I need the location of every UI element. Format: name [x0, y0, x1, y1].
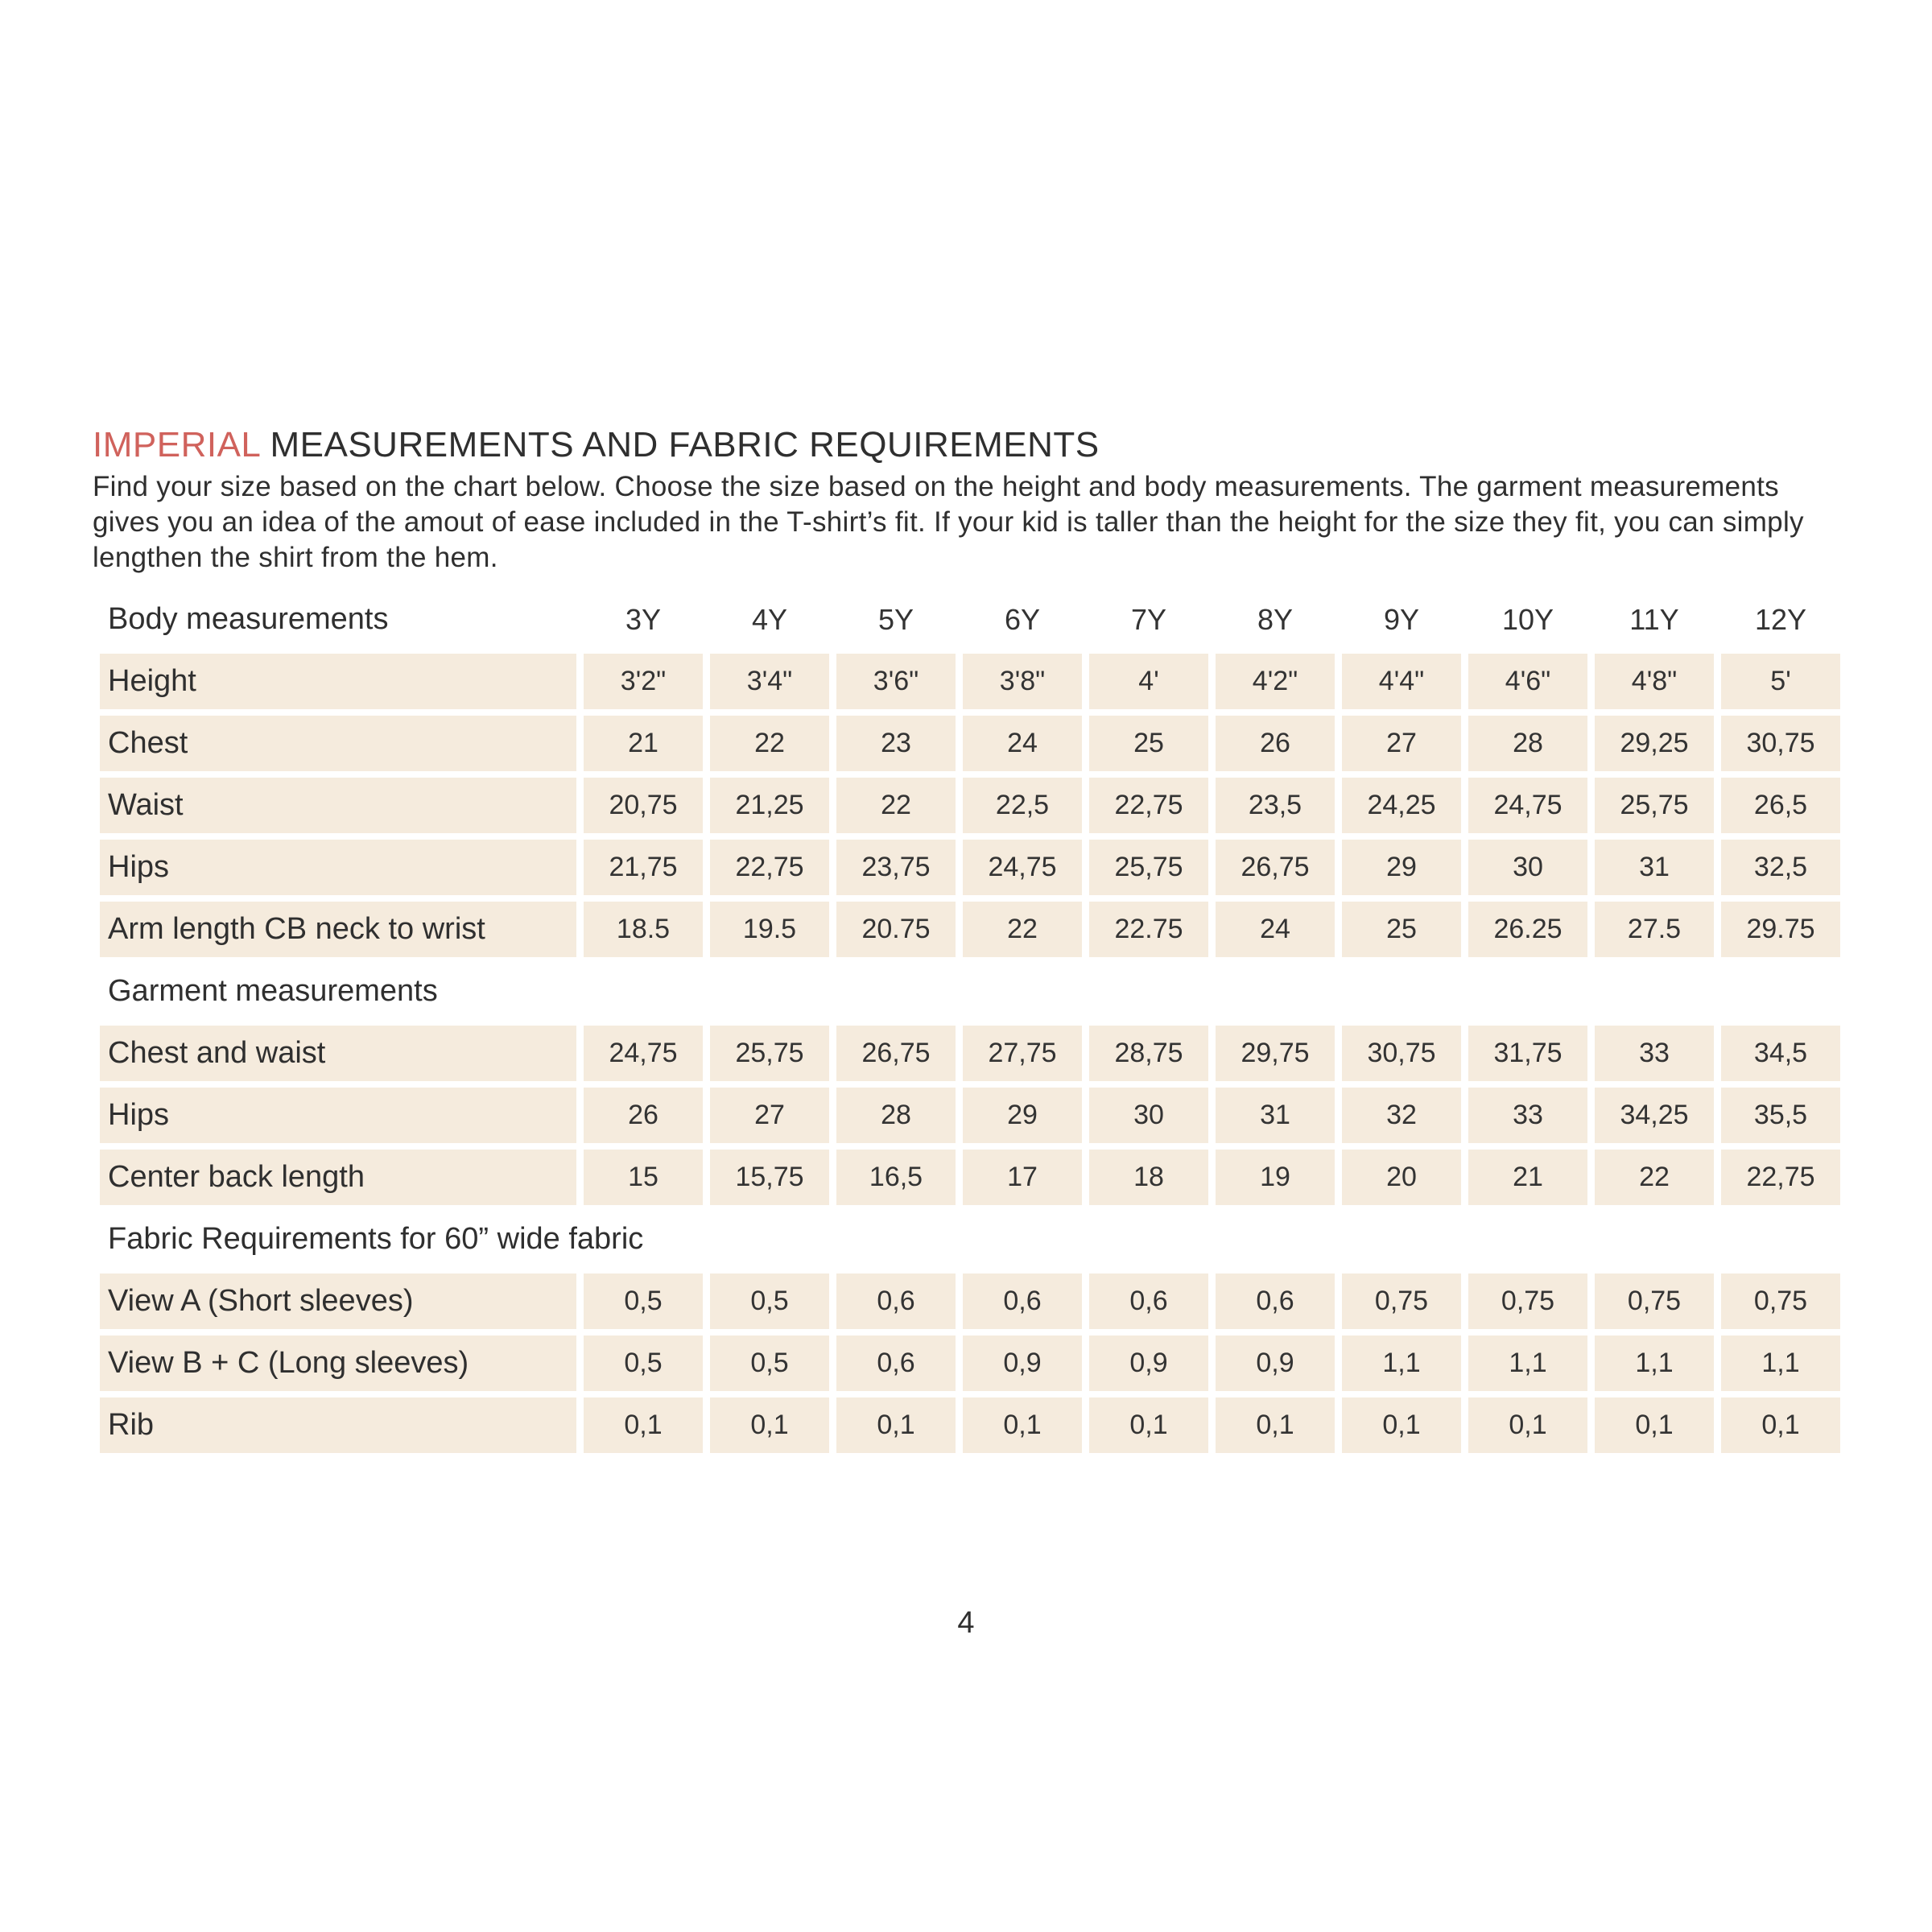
table-cell: 4'2"	[1216, 654, 1335, 709]
intro-paragraph: Find your size based on the chart below. Choose the size based on the height and body measurements. The garment measurements gives you an idea of the amout of ease included in the T-shirt’s fit. If your kid is taller than the height for the size they fit, you can simply lengthen the shirt from the hem.	[93, 471, 1804, 573]
size-header: 9Y	[1383, 602, 1420, 636]
table-row	[100, 1397, 1840, 1453]
table-cell: 16,5	[836, 1150, 956, 1205]
table-cell: 28	[836, 1088, 956, 1143]
size-header: 10Y	[1501, 602, 1554, 636]
table-cell: 22,75	[1721, 1150, 1840, 1205]
table-cell: 0,5	[584, 1335, 703, 1391]
table-cell: 26	[1216, 716, 1335, 771]
table-row	[100, 1150, 1840, 1205]
row-label: Chest	[100, 716, 576, 771]
table-cell: 32	[1342, 1088, 1461, 1143]
table-cell: 25	[1342, 902, 1461, 957]
table-cell: 21,75	[584, 840, 703, 895]
table-cell: 18	[1089, 1150, 1208, 1205]
table-row	[100, 902, 1840, 957]
row-label: Hips	[100, 840, 576, 895]
size-header: 6Y	[1004, 602, 1041, 636]
table-cell: 3'8"	[963, 654, 1082, 709]
table-cell: 0,6	[1216, 1274, 1335, 1329]
row-label: View B + C (Long sleeves)	[100, 1335, 576, 1391]
table-cell: 29,25	[1595, 716, 1714, 771]
title-rest: MEASUREMENTS AND FABRIC REQUIREMENTS	[259, 425, 1100, 464]
table-cell: 22	[710, 716, 829, 771]
size-header: 7Y	[1130, 602, 1167, 636]
table-cell: 0,6	[836, 1335, 956, 1391]
table-cell: 22	[836, 778, 956, 833]
table-cell: 5'	[1721, 654, 1840, 709]
table-cell: 0,1	[963, 1397, 1082, 1453]
table-cell: 30,75	[1342, 1026, 1461, 1081]
table-cell: 19	[1216, 1150, 1335, 1205]
table-cell: 31	[1595, 840, 1714, 895]
table-cell: 0,6	[1089, 1274, 1208, 1329]
table-row	[100, 1335, 1840, 1391]
table-cell: 34,25	[1595, 1088, 1714, 1143]
row-label: Height	[100, 654, 576, 709]
page-number: 4	[957, 1606, 975, 1640]
table-cell: 3'4"	[710, 654, 829, 709]
table-cell: 0,9	[963, 1335, 1082, 1391]
table-cell: 24,75	[584, 1026, 703, 1081]
table-cell: 4'	[1089, 654, 1208, 709]
table-cell: 0,1	[1721, 1397, 1840, 1453]
table-cell: 1,1	[1721, 1335, 1840, 1391]
table-cell: 25,75	[1595, 778, 1714, 833]
table-cell: 0,1	[836, 1397, 956, 1453]
table-cell: 26,5	[1721, 778, 1840, 833]
table-cell: 0,9	[1216, 1335, 1335, 1391]
table-cell: 29,75	[1216, 1026, 1335, 1081]
row-label: Chest and waist	[100, 1026, 576, 1081]
table-cell: 24,25	[1342, 778, 1461, 833]
size-header: 12Y	[1754, 602, 1807, 636]
table-cell: 22.75	[1089, 902, 1208, 957]
section-row	[100, 1212, 1840, 1267]
table-cell: 29	[1342, 840, 1461, 895]
garment-measurements-heading: Garment measurements	[108, 974, 438, 1008]
table-cell: 0,1	[1342, 1397, 1461, 1453]
table-row	[100, 840, 1840, 895]
size-chart-body	[100, 654, 1840, 1453]
row-label: Hips	[100, 1088, 576, 1143]
table-cell: 26,75	[1216, 840, 1335, 895]
table-cell: 28,75	[1089, 1026, 1208, 1081]
table-cell: 18.5	[584, 902, 703, 957]
table-row	[100, 1274, 1840, 1329]
table-cell: 0,75	[1468, 1274, 1587, 1329]
page-title	[93, 423, 1847, 468]
table-cell: 23	[836, 716, 956, 771]
table-cell: 1,1	[1595, 1335, 1714, 1391]
table-cell: 24,75	[963, 840, 1082, 895]
table-cell: 0,75	[1595, 1274, 1714, 1329]
table-cell: 20,75	[584, 778, 703, 833]
fabric-requirements-heading: Fabric Requirements for 60” wide fabric	[108, 1222, 644, 1256]
table-cell: 4'4"	[1342, 654, 1461, 709]
table-cell: 30	[1089, 1088, 1208, 1143]
table-cell: 25,75	[710, 1026, 829, 1081]
table-cell: 27	[710, 1088, 829, 1143]
table-cell: 31	[1216, 1088, 1335, 1143]
table-cell: 20	[1342, 1150, 1461, 1205]
size-header: 5Y	[877, 602, 914, 636]
page-content	[93, 423, 1847, 576]
table-cell: 21,25	[710, 778, 829, 833]
table-cell: 1,1	[1342, 1335, 1461, 1391]
body-measurements-heading: Body measurements	[108, 602, 389, 636]
table-cell: 30	[1468, 840, 1587, 895]
table-cell: 21	[584, 716, 703, 771]
table-cell: 3'2"	[584, 654, 703, 709]
table-cell: 23,5	[1216, 778, 1335, 833]
table-cell: 0,1	[1468, 1397, 1587, 1453]
table-cell: 0,5	[584, 1274, 703, 1329]
table-cell: 24,75	[1468, 778, 1587, 833]
size-header: 8Y	[1257, 602, 1294, 636]
table-cell: 26.25	[1468, 902, 1587, 957]
table-cell: 17	[963, 1150, 1082, 1205]
table-cell: 29.75	[1721, 902, 1840, 957]
table-cell: 24	[1216, 902, 1335, 957]
table-cell: 25,75	[1089, 840, 1208, 895]
table-cell: 29	[963, 1088, 1082, 1143]
table-row	[100, 778, 1840, 833]
row-label: View A (Short sleeves)	[100, 1274, 576, 1329]
table-cell: 22	[1595, 1150, 1714, 1205]
table-cell: 0,1	[1089, 1397, 1208, 1453]
table-cell: 35,5	[1721, 1088, 1840, 1143]
table-cell: 27,75	[963, 1026, 1082, 1081]
table-cell: 22,5	[963, 778, 1082, 833]
table-row	[100, 1026, 1840, 1081]
table-cell: 24	[963, 716, 1082, 771]
table-cell: 0,6	[836, 1274, 956, 1329]
table-cell: 22,75	[1089, 778, 1208, 833]
table-row	[100, 1088, 1840, 1143]
size-header: 4Y	[751, 602, 788, 636]
size-header: 11Y	[1629, 602, 1679, 636]
table-cell: 0,5	[710, 1335, 829, 1391]
table-cell: 33	[1468, 1088, 1587, 1143]
title-accent: IMPERIAL	[93, 425, 260, 464]
section-row	[100, 964, 1840, 1019]
table-cell: 30,75	[1721, 716, 1840, 771]
table-cell: 0,1	[1595, 1397, 1714, 1453]
table-cell: 0,6	[963, 1274, 1082, 1329]
row-label: Rib	[100, 1397, 576, 1453]
table-cell: 4'8"	[1595, 654, 1714, 709]
row-label: Waist	[100, 778, 576, 833]
size-header: 3Y	[625, 602, 662, 636]
table-cell: 22	[963, 902, 1082, 957]
table-row	[100, 716, 1840, 771]
table-cell: 22,75	[710, 840, 829, 895]
table-cell: 15,75	[710, 1150, 829, 1205]
table-cell: 0,5	[710, 1274, 829, 1329]
table-cell: 23,75	[836, 840, 956, 895]
table-cell: 4'6"	[1468, 654, 1587, 709]
table-cell: 28	[1468, 716, 1587, 771]
table-cell: 32,5	[1721, 840, 1840, 895]
table-cell: 0,9	[1089, 1335, 1208, 1391]
table-cell: 34,5	[1721, 1026, 1840, 1081]
table-cell: 26,75	[836, 1026, 956, 1081]
table-cell: 33	[1595, 1026, 1714, 1081]
table-cell: 15	[584, 1150, 703, 1205]
table-cell: 0,1	[1216, 1397, 1335, 1453]
table-cell: 31,75	[1468, 1026, 1587, 1081]
size-chart-table	[93, 585, 1847, 1459]
table-cell: 21	[1468, 1150, 1587, 1205]
row-label: Arm length CB neck to wrist	[100, 902, 576, 957]
table-cell: 1,1	[1468, 1335, 1587, 1391]
table-cell: 25	[1089, 716, 1208, 771]
table-cell: 26	[584, 1088, 703, 1143]
table-cell: 3'6"	[836, 654, 956, 709]
size-header-row	[100, 592, 1840, 647]
table-cell: 0,1	[710, 1397, 829, 1453]
row-label: Center back length	[100, 1150, 576, 1205]
table-cell: 0,1	[584, 1397, 703, 1453]
table-cell: 19.5	[710, 902, 829, 957]
table-row	[100, 654, 1840, 709]
table-cell: 27.5	[1595, 902, 1714, 957]
table-cell: 27	[1342, 716, 1461, 771]
table-cell: 20.75	[836, 902, 956, 957]
table-cell: 0,75	[1342, 1274, 1461, 1329]
table-cell: 0,75	[1721, 1274, 1840, 1329]
